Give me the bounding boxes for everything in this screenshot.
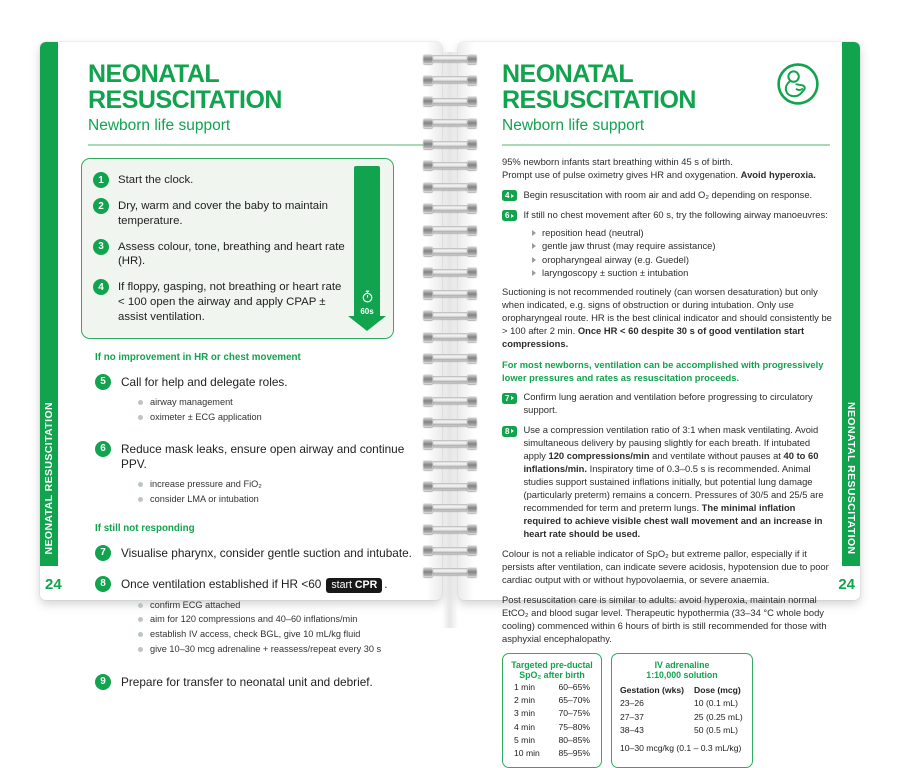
spiral-loop	[423, 483, 477, 490]
table-row	[511, 734, 593, 747]
step-number-badge: 2	[93, 198, 109, 214]
table-title-line1: Targeted pre-ductal	[511, 659, 593, 670]
left-page-subtitle: Newborn life support	[88, 117, 231, 134]
table-title-line1: IV adrenaline	[654, 659, 710, 670]
fetus-icon	[776, 62, 820, 106]
step-number-badge: 6	[95, 441, 111, 457]
step-number-badge: 9	[95, 674, 111, 690]
step-5	[95, 374, 430, 390]
table-title-line2: 1:10,000 solution	[646, 670, 718, 681]
triangle-bullet-icon	[532, 257, 536, 263]
left-sidebar-bar	[40, 42, 58, 566]
cell-time: 5 min	[514, 734, 536, 745]
right-page	[458, 42, 860, 759]
step-ref-badge: 6	[502, 210, 517, 221]
spiral-loop	[423, 440, 477, 447]
spiral-loop	[423, 312, 477, 319]
segment: Use a compression ventilation ratio of 3:1 when mask ventilating. Avoid simultaneous delivery by pausing slightly for each breath. If intubated apply	[523, 424, 819, 462]
list-item	[532, 266, 832, 279]
badge-step-4	[502, 189, 832, 202]
table-row	[620, 697, 744, 710]
adrenaline-dose-table	[611, 653, 753, 768]
step-text: If floppy, gasping, not breathing or heart rate < 100 open the airway and apply CPAP ± assist ventilation.	[118, 281, 342, 323]
step-2	[93, 193, 347, 234]
cell-gestation: 23–26	[620, 698, 644, 709]
spiral-loop	[423, 162, 477, 169]
step-text: Dry, warm and cover the baby to maintain temperature.	[118, 200, 328, 227]
step-number-badge: 1	[93, 172, 109, 188]
step-ref-badge: 8	[502, 426, 517, 437]
primary-steps-box	[81, 158, 394, 339]
table-row	[511, 721, 593, 734]
intro-line-2: Prompt use of pulse oximetry gives HR and oxygenation.	[502, 168, 741, 180]
badge-step-6	[502, 209, 832, 222]
chip-text-bold: CPR	[354, 578, 378, 591]
table-row	[511, 747, 593, 760]
step-text	[121, 576, 388, 593]
spiral-loop	[423, 226, 477, 233]
segment-bold: The minimal inflation required to achieve visible chest wall movement and an increase in heart rate should be used.	[523, 502, 823, 540]
spiral-loop	[423, 141, 477, 148]
divider-rule	[502, 144, 830, 146]
left-sidebar-label: NEONATAL RESUSCITATION	[43, 401, 55, 554]
ventilation-note-green: For most newborns, ventilation can be accomplished with progressively lower pressures and rates as resuscitation proceeds.	[502, 359, 824, 384]
list-item	[138, 598, 430, 613]
badge-step-8	[502, 424, 832, 541]
spo2-target-table	[502, 653, 602, 768]
bullet-text: confirm ECG attached	[150, 599, 241, 610]
list-item	[138, 627, 430, 642]
spiral-loop	[423, 526, 477, 533]
table-title-line2: SpO₂ after birth	[519, 670, 585, 681]
table-header-row	[620, 684, 744, 698]
60s-timer-arrow	[348, 166, 386, 331]
step-6-bullets	[138, 477, 430, 506]
table-row	[511, 694, 593, 707]
divider-rule	[88, 144, 428, 146]
step-number-badge: 8	[95, 576, 111, 592]
section-heading-not-responding: If still not responding	[95, 522, 195, 534]
step-number-badge: 3	[93, 239, 109, 255]
bullet-text: establish IV access, check BGL, give 10 mL/kg fluid	[150, 629, 361, 640]
table-footer-note: 10–30 mcg/kg (0.1 – 0.3 mL/kg)	[620, 743, 742, 754]
title-line-1: NEONATAL	[502, 60, 634, 88]
bullet-text: reposition head (neutral)	[542, 226, 644, 238]
bullet-dot-icon	[138, 497, 143, 502]
cell-gestation: 38–43	[620, 724, 644, 735]
step-4	[93, 274, 347, 329]
cell-dose: 50 (0.5 mL)	[694, 724, 738, 735]
bullet-text: laryngoscopy ± suction ± intubation	[542, 266, 689, 278]
bullet-text: gentle jaw thrust (may require assistance)	[542, 240, 716, 252]
section-heading-no-improvement: If no improvement in HR or chest movement	[95, 351, 301, 363]
cell-time: 1 min	[514, 681, 536, 692]
cell-range: 70–75%	[558, 708, 590, 719]
step-text-post: .	[384, 576, 388, 591]
step-6	[95, 441, 430, 473]
bullet-text: give 10–30 mcg adrenaline + reassess/repeat every 30 s	[150, 643, 382, 654]
list-item	[532, 226, 832, 239]
step-3	[93, 234, 347, 275]
triangle-bullet-icon	[532, 243, 536, 249]
step-number-badge: 7	[95, 545, 111, 561]
segment-bold: 120 compressions/min	[548, 450, 650, 462]
bullet-text: consider LMA or intubation	[150, 493, 259, 504]
reference-tables	[502, 653, 832, 768]
list-item	[138, 642, 430, 657]
triangle-bullet-icon	[532, 230, 536, 236]
triangle-bullet-icon	[532, 270, 536, 276]
step-7	[95, 545, 430, 561]
column-header: Dose (mcg)	[694, 684, 741, 695]
cell-dose: 25 (0.25 mL)	[694, 711, 743, 722]
spiral-loop	[423, 376, 477, 383]
cell-range: 85–95%	[558, 748, 590, 759]
start-cpr-chip	[326, 578, 382, 593]
table-row	[511, 707, 593, 720]
paragraph-text-bold: Once HR < 60 despite 30 s of good ventilation start compressions.	[502, 325, 805, 350]
spiral-loop	[423, 397, 477, 404]
cell-time: 2 min	[514, 694, 536, 705]
left-page-title	[88, 62, 430, 113]
step-5-bullets	[138, 395, 430, 424]
list-item	[138, 410, 430, 425]
spiral-loop	[423, 461, 477, 468]
step-8	[95, 576, 430, 593]
airway-manoeuvre-list	[532, 226, 832, 279]
step-text-pre: Once ventilation established if HR <60	[121, 576, 322, 591]
spiral-loop	[423, 333, 477, 340]
spiral-loop	[423, 98, 477, 105]
list-item	[138, 477, 430, 492]
segment: and ventilate without pauses at	[649, 450, 784, 462]
right-page-number: 24	[838, 576, 855, 593]
spiral-loop	[423, 419, 477, 426]
spiral-loop	[423, 547, 477, 554]
title-line-2: RESUSCITATION	[502, 85, 696, 114]
bullet-text: oximeter ± ECG application	[150, 411, 262, 422]
title-line-1: NEONATAL	[88, 60, 220, 88]
cell-range: 60–65%	[558, 681, 590, 692]
bullet-dot-icon	[138, 415, 143, 420]
bullet-dot-icon	[138, 482, 143, 487]
list-item	[532, 239, 832, 252]
right-sidebar-label: NEONATAL RESUSCITATION	[845, 401, 857, 554]
step-8-bullets	[138, 598, 430, 657]
cell-time: 4 min	[514, 721, 536, 732]
post-resuscitation-paragraph: Post resuscitation care is similar to adults: avoid hyperoxia, maintain normal EtCO₂ and blood sugar level. Therapeutic hypothermia (33–34 °C whole body cooling) commenced within 6 hours of birth is still recommended for those with asphyxial encephalopathy.	[502, 593, 827, 644]
step-ref-badge: 7	[502, 393, 517, 404]
paragraph-text: Suctioning is not recommended routinely (can worsen desaturation) but only when indicated, e.g. signs of obstruction or during intubation. Only use oropharyngeal route. HR is the best clinical indicator and should consistently be > 100 after 2 min.	[502, 286, 832, 337]
bullet-text: oropharyngeal airway (e.g. Guedel)	[542, 253, 689, 265]
intro-paragraph	[502, 156, 832, 182]
spiral-loop	[423, 183, 477, 190]
spiral-loop	[423, 205, 477, 212]
bullet-text: aim for 120 compressions and 40–60 inflations/min	[150, 614, 358, 625]
segment-bold: 40 to 60 inflations/min.	[523, 450, 819, 475]
list-item	[138, 395, 430, 410]
bullet-dot-icon	[138, 603, 143, 608]
step-text: Call for help and delegate roles.	[121, 374, 288, 389]
badge-step-text	[523, 424, 832, 541]
spiral-loop	[423, 568, 477, 575]
step-text: Start the clock.	[118, 174, 194, 186]
badge-step-text: Begin resuscitation with room air and add O₂ depending on response.	[523, 188, 813, 200]
cell-gestation: 27–37	[620, 711, 644, 722]
step-text: Reduce mask leaks, ensure open airway and continue PPV.	[121, 441, 405, 471]
step-number-badge: 4	[93, 279, 109, 295]
stopwatch-icon	[361, 290, 374, 303]
spiral-loop	[423, 290, 477, 297]
bullet-text: increase pressure and FiO₂	[150, 479, 262, 490]
spiral-loop	[423, 55, 477, 62]
intro-line-1: 95% newborn infants start breathing within 45 s of birth.	[502, 156, 733, 167]
left-page	[40, 42, 442, 689]
cell-time: 3 min	[514, 708, 536, 719]
table-row	[620, 724, 744, 737]
column-header: Gestation (wks)	[620, 684, 684, 695]
badge-step-7	[502, 391, 832, 417]
left-page-number: 24	[45, 576, 62, 593]
arrow-head	[348, 316, 386, 331]
spiral-loop	[423, 354, 477, 361]
chip-text: start	[331, 578, 352, 591]
list-item	[138, 612, 430, 627]
spiral-loop	[423, 248, 477, 255]
spiral-loop	[423, 504, 477, 511]
cell-range: 75–80%	[558, 721, 590, 732]
table-row	[620, 711, 744, 724]
cell-time: 10 min	[514, 748, 540, 759]
cell-range: 65–70%	[558, 694, 590, 705]
intro-line-2-bold: Avoid hyperoxia.	[740, 168, 816, 180]
list-item	[138, 492, 430, 507]
step-ref-badge: 4	[502, 190, 517, 201]
badge-step-text: Confirm lung aeration and ventilation before progressing to circulatory support.	[523, 391, 813, 416]
spiral-loop	[423, 269, 477, 276]
bullet-dot-icon	[138, 632, 143, 637]
table-row	[511, 681, 593, 694]
step-text: Assess colour, tone, breathing and heart rate (HR).	[118, 240, 345, 268]
step-text: Prepare for transfer to neonatal unit and debrief.	[121, 674, 373, 689]
badge-step-text: If still no chest movement after 60 s, try the following airway manoeuvres:	[523, 208, 828, 220]
step-number-badge: 5	[95, 374, 111, 390]
cell-range: 80–85%	[558, 734, 590, 745]
right-sidebar-bar	[842, 42, 860, 566]
table-title	[620, 660, 744, 681]
step-9	[95, 674, 430, 690]
colour-paragraph: Colour is not a reliable indicator of SpO₂ but extreme pallor, especially if it persists after ventilation, can indicate severe acidosis, hypotension due to poor cardiac output with or without hypovolaemia, or severe anaemia.	[502, 548, 829, 585]
bullet-text: airway management	[150, 397, 233, 408]
right-page-subtitle: Newborn life support	[502, 117, 645, 134]
segment: Inspiratory time of 0.3–0.5 s is recommended. Animal studies support sustained inflations initially, but potential lung damage (particularly preterm) remains a concern. Pressures of 30/5 and 25/5 are recommended for term and preterm lungs.	[523, 463, 824, 514]
bullet-dot-icon	[138, 617, 143, 622]
bullet-dot-icon	[138, 400, 143, 405]
table-title	[511, 660, 593, 681]
title-line-2: RESUSCITATION	[88, 85, 282, 114]
timer-label: 60s	[360, 306, 374, 316]
spiral-loop	[423, 119, 477, 126]
list-item	[532, 253, 832, 266]
step-1	[93, 167, 347, 193]
step-text: Visualise pharynx, consider gentle suction and intubate.	[121, 545, 412, 560]
bullet-dot-icon	[138, 647, 143, 652]
spiral-loop	[423, 76, 477, 83]
spiral-binding	[423, 55, 477, 590]
suctioning-paragraph	[502, 286, 832, 351]
cell-dose: 10 (0.1 mL)	[694, 698, 738, 709]
